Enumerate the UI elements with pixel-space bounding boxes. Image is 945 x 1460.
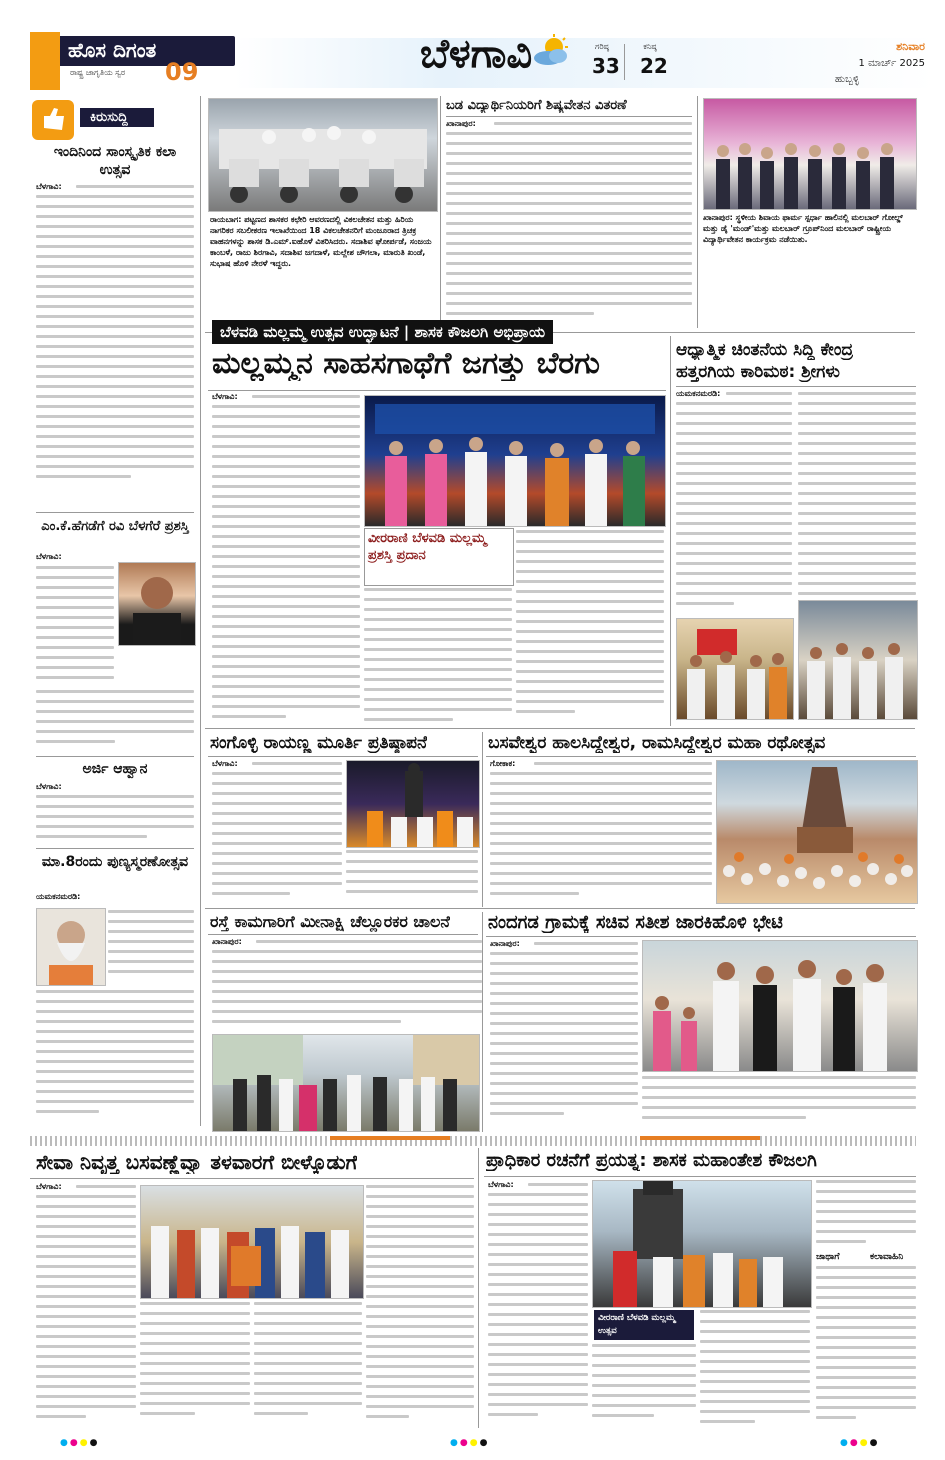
column-divider xyxy=(440,96,441,328)
story-body xyxy=(490,942,638,1130)
dateline: ಬೆಳಗಾವಿ: xyxy=(36,1182,62,1191)
divider xyxy=(208,390,666,391)
story-body xyxy=(36,1185,136,1425)
row-divider xyxy=(205,908,915,909)
column-divider xyxy=(478,1148,479,1428)
city-name: ಬೆಳಗಾವಿ xyxy=(420,30,533,77)
story-body xyxy=(366,1185,474,1425)
sidebar-story-body xyxy=(36,566,114,686)
minister-visit-photo xyxy=(642,940,918,1072)
thumb-hand-icon xyxy=(32,100,74,140)
photo-caption xyxy=(642,1076,916,1130)
story-headline[interactable]: ಆಧ್ಯಾತ್ಮಿಕ ಚಿಂತನೆಯ ಸಿದ್ದಿ ಕೇಂದ್ರ xyxy=(676,340,854,360)
paper-name: ಹೊಸ ದಿಗಂತ xyxy=(68,38,157,62)
divider xyxy=(208,756,478,757)
dateline: ಖಾನಾಪುರ: xyxy=(212,937,242,946)
weekday: ಶನಿವಾರ xyxy=(896,40,925,53)
dateline: ಬೆಳಗಾವಿ: xyxy=(36,182,62,191)
dateline: ಬೆಳಗಾವಿ: xyxy=(488,1180,514,1189)
weather-divider xyxy=(624,44,625,80)
column-divider xyxy=(670,336,671,726)
issue-date: 1 ಮಾರ್ಚ್ 2025 xyxy=(858,58,925,69)
story-body xyxy=(140,1302,250,1426)
road-work-photo xyxy=(212,1034,480,1132)
row-divider xyxy=(205,728,915,729)
sidebar-story-title[interactable]: ಮಾ.8ರಂದು ಪುಣ್ಯಸ್ಮರಣೋತ್ಸವ xyxy=(41,854,189,870)
swamiji-photo xyxy=(36,908,106,986)
farewell-photo xyxy=(140,1185,364,1299)
story-body xyxy=(446,122,692,328)
chariot-festival-photo xyxy=(716,760,918,904)
dateline: ಗೋಕಾಕ: xyxy=(490,759,516,768)
story-headline[interactable]: ರಸ್ತೆ ಕಾಮಗಾರಿಗೆ ಮೀನಾಕ್ಷಿ ಚೆಲ್ಲೂರಕರ ಚಾಲನೆ xyxy=(210,912,450,931)
sun-cloud-icon xyxy=(532,34,572,68)
dateline: ಯಮಕನಮರಡಿ: xyxy=(36,892,81,901)
rayanna-statue-photo xyxy=(346,760,480,848)
story-body xyxy=(592,1344,696,1428)
divider xyxy=(486,936,916,937)
story-body xyxy=(700,1310,810,1428)
sidebar-section-label: ಕಿರುಸುದ್ದಿ xyxy=(80,108,154,127)
matha-gathering-photo xyxy=(798,600,918,720)
dateline: ಬೆಳಗಾವಿ: xyxy=(36,552,62,561)
sidebar-story-title[interactable]: ಎಂ.ಕೆ.ಹೆಗಡೆಗೆ ರವಿ ಬೆಳಗೆರೆ ಪ್ರಶಸ್ತಿ xyxy=(41,519,189,534)
scholarship-event-photo xyxy=(703,98,917,210)
story-body xyxy=(364,588,512,725)
separator-accent xyxy=(330,1136,450,1140)
dateline: ಖಾನಾಪುರ: xyxy=(490,939,520,948)
column-divider xyxy=(482,912,483,1132)
portrait-photo xyxy=(118,562,196,646)
sidebar-story-body xyxy=(36,185,194,510)
story-headline[interactable]: ಸೇವಾ ನಿವೃತ್ತ ಬಸವಣ್ಣೆವ್ವಾ ತಳವಾರಗೆ ಬೀಳ್ಕೊಡುಗೆ xyxy=(36,1150,358,1174)
story-body xyxy=(212,395,360,725)
section-separator xyxy=(30,1136,916,1146)
sidebar-divider xyxy=(200,96,201,1126)
registration-marks: ●●●● xyxy=(60,1438,100,1448)
sidebar-story-body xyxy=(108,910,194,986)
story-kicker: ಬೆಳವಡಿ ಮಲ್ಲಮ್ಮ ಉತ್ಸವ ಉದ್ಘಾಟನೆ | ಶಾಸಕ ಕೌಜಲಗಿ ಅಭಿಪ್ರಾಯ xyxy=(212,320,553,344)
column-divider xyxy=(482,732,483,907)
story-headline[interactable]: ಹತ್ತರಗಿಯ ಕಾರಿಮಠ: ಶ್ರೀಗಳು xyxy=(676,362,840,382)
dateline: ಬೆಳಗಾವಿ: xyxy=(36,782,62,791)
story-body xyxy=(816,1266,916,1428)
story-headline[interactable]: ಬಸವೇಶ್ವರ ಹಾಲಸಿದ್ದೇಶ್ವರ, ರಾಮಸಿದ್ದೇಶ್ವರ ಮಹಾ ರಥೋತ್ಸವ xyxy=(488,733,826,753)
min-temp-label: ಕನಿಷ್ಠ xyxy=(643,42,657,51)
utsav-procession-photo xyxy=(592,1180,812,1308)
dateline: ಬೆಳಗಾವಿ: xyxy=(212,759,238,768)
tricycle-distribution-photo xyxy=(208,98,438,212)
registration-marks: ●●●● xyxy=(840,1438,880,1448)
logo-mark xyxy=(30,32,60,90)
divider xyxy=(484,1176,916,1177)
story-body xyxy=(816,1180,916,1248)
subhead: ಕಲಾವಾಹಿನಿ xyxy=(870,1252,904,1262)
photo-caption: ರಾಯಬಾಗ: ಪಟ್ಟಣದ ಶಾಸಕರ ಕಛೇರಿ ಆವರಣದಲ್ಲಿ ವಿಕಲಚೇತನ ಮತ್ತು ಹಿರಿಯ ನಾಗರಿಕರ ಸಬಲೀಕರಣ ಇಲಾಖೆಯಿಂದ 18 ವಿಕಲಚೇತನರಿಗೆ ಮಂಜೂರಾದ ತ್ರಿಚಕ್ರ ವಾಹನಗಳನ್ನು ಶಾಸಕ ಡಿ.ಎಮ್.ಐಹೊಳೆ ವಿತರಿಸಿದರು. ಸದಾಶಿವ ಘೋರ್ಪಡೆ, ಸಂಜಯ ಕಾಂಬಳೆ, ರಾಜು ಶಿರಗಾವಿ, ಸದಾಶಿವ ಜಗದಾಳೆ, ಮಲ್ಲೇಶ ಚೌಗಲಾ, ಮಾರುತಿ ಖಂಡೆ, ಸುಭಾಷ ಹೊಳಿ ನೇರಳೆ ಇದ್ದರು. xyxy=(210,215,432,268)
separator-accent xyxy=(640,1136,760,1140)
story-body xyxy=(254,1302,362,1426)
subhead: ಜಾಥಾಗೆ xyxy=(816,1252,840,1262)
divider xyxy=(30,1178,474,1179)
story-body xyxy=(346,850,478,902)
max-temp: 33 xyxy=(592,54,620,78)
story-headline[interactable]: ನಂದಗಡ ಗ್ರಾಮಕ್ಕೆ ಸಚಿವ ಸತೀಶ ಜಾರಕಿಹೊಳಿ ಭೇಟಿ xyxy=(488,912,783,933)
mallamma-stage-photo xyxy=(364,395,666,527)
story-body xyxy=(212,940,482,1030)
story-headline[interactable]: ಸಂಗೊಳ್ಳಿ ರಾಯಣ್ಣ ಮೂರ್ತಿ ಪ್ರತಿಷ್ಠಾಪನೆ xyxy=(210,733,428,753)
story-body xyxy=(490,762,712,902)
sidebar-story-title[interactable]: ಅರ್ಜಿ ಆಹ್ವಾನ xyxy=(82,761,148,777)
max-temp-label: ಗರಿಷ್ಠ xyxy=(595,42,609,51)
sidebar-story-body xyxy=(36,795,194,845)
divider xyxy=(36,512,194,513)
divider xyxy=(208,934,478,935)
inset-title: ವೀರರಾಣಿ ಬೆಳವಡಿ ಮಲ್ಲಮ್ಮ ಪ್ರಶಸ್ತಿ ಪ್ರದಾನ xyxy=(368,531,487,563)
divider xyxy=(36,848,194,849)
dateline: ಬೆಳಗಾವಿ: xyxy=(212,392,238,401)
divider xyxy=(676,386,916,387)
registration-marks: ●●●● xyxy=(450,1438,490,1448)
sidebar-story-body xyxy=(36,690,194,750)
inset-title: ವೀರರಾಣಿ ಬೆಳವಡಿ ಮಲ್ಲಮ್ಮ ಉತ್ಸವ xyxy=(598,1313,676,1336)
paper-logo[interactable] xyxy=(30,32,235,90)
dateline: ಖಾನಾಪುರ: xyxy=(446,119,476,128)
sidebar-story-body xyxy=(36,990,194,1120)
photo-caption: ಖಾನಾಪುರ: ಸ್ಥಳೀಯ ಶಿವಾಯ ಫಾರ್ಮ ಸ್ಪರ್ಧಾ ಹಾಲಿನಲ್ಲಿ ಮಲಬಾರ್ ಗೋಲ್ಡ್ ಮತ್ತು ಡೈ 'ಮಂಡ್'ಮತ್ತು ಮಲಬಾರ್ ಗ್ರೂಪ್‌ನಿಂದ ಮಲಬಾರ್ ರಾಷ್ಟ್ರೀಯ ವಿದ್ಯಾರ್ಥಿವೇತನ ಕಾರ್ಯಕ್ರಮ ನಡೆಯಿತು. xyxy=(703,213,903,244)
masthead xyxy=(0,0,945,95)
story-body xyxy=(488,1183,588,1427)
lead-headline[interactable]: ಮಲ್ಲಮ್ಮನ ಸಾಹಸಗಾಥೆಗೆ ಜಗತ್ತು ಬೆರಗು xyxy=(212,346,600,381)
column-divider xyxy=(697,96,698,328)
story-body xyxy=(676,392,792,614)
divider xyxy=(486,756,916,757)
edition-place: ಹುಬ್ಬಳ್ಳಿ xyxy=(835,74,860,85)
page-number: 09 xyxy=(165,58,199,86)
story-body xyxy=(212,762,342,902)
divider xyxy=(36,756,194,757)
divider xyxy=(446,116,692,117)
story-headline[interactable]: ಪ್ರಾಧಿಕಾರ ರಚನೆಗೆ ಪ್ರಯತ್ನ: ಶಾಸಕ ಮಹಾಂತೇಶ ಕೌಜಲಗಿ xyxy=(486,1150,817,1171)
min-temp: 22 xyxy=(640,54,668,78)
story-headline[interactable]: ಬಡ ವಿದ್ಯಾರ್ಥಿನಿಯರಿಗೆ ಶಿಷ್ಯವೇತನ ವಿತರಣೆ xyxy=(446,98,627,113)
story-body xyxy=(516,530,664,725)
paper-tagline: ರಾಷ್ಟ್ರ ಜಾಗೃತಿಯ ಸ್ವರ xyxy=(70,68,126,77)
dateline: ಯಮಕನಮರಡಿ: xyxy=(676,389,721,398)
sidebar-story-title[interactable]: ಇಂದಿನಿಂದ ಸಾಂಸ್ಕೃತಿಕ ಕಲಾ ಉತ್ಸವ xyxy=(53,144,177,178)
matha-ceremony-photo xyxy=(676,618,794,720)
